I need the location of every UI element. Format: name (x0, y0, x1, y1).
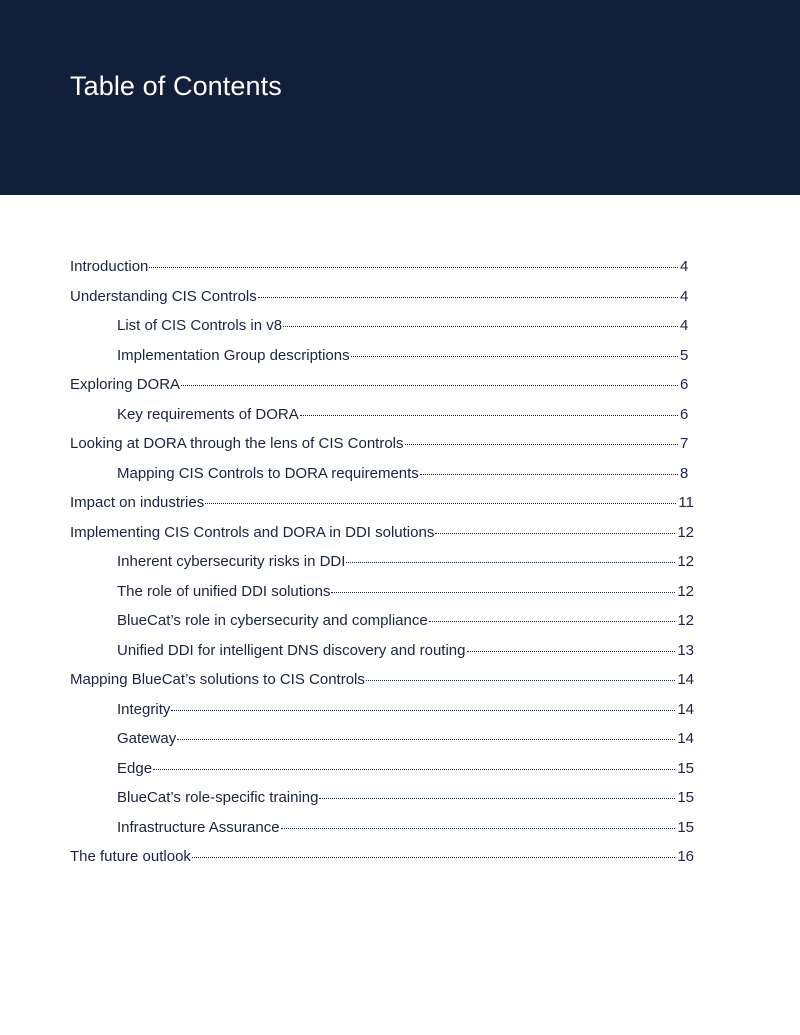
toc-entry-title: The future outlook (70, 848, 191, 865)
toc-entry-title: Introduction (70, 258, 149, 275)
toc-dot-leader (205, 503, 676, 504)
toc-dot-leader (258, 297, 678, 298)
header-band (0, 0, 800, 195)
toc-entry-page-number: 14 (677, 730, 694, 747)
toc-entry-page-number: 6 (680, 405, 689, 423)
toc-dot-leader (467, 651, 676, 652)
toc-entry-title: Understanding CIS Controls (70, 287, 257, 305)
toc-dot-leader (366, 680, 675, 681)
toc-entry-title: Implementation Group descriptions (117, 346, 350, 364)
toc-dot-leader (435, 533, 675, 534)
toc-entry-page-number: 12 (677, 553, 694, 570)
toc-entry-title: The role of unified DDI solutions (117, 582, 331, 600)
toc-entry-page-number: 7 (680, 435, 689, 452)
toc-dot-leader (181, 385, 678, 386)
toc-entry-title: Looking at DORA through the lens of CIS Controls (70, 435, 404, 452)
toc-entry-title: BlueCat’s role in cybersecurity and compliance (117, 612, 428, 629)
toc-entry[interactable] (70, 547, 694, 577)
toc-dot-leader (283, 326, 678, 327)
toc-entry[interactable] (70, 842, 694, 872)
toc-entry[interactable] (70, 400, 694, 430)
toc-entry-page-number: 15 (677, 759, 694, 777)
toc-entry[interactable] (70, 518, 694, 548)
toc-entry[interactable] (70, 695, 694, 725)
toc-dot-leader (319, 798, 675, 799)
toc-entry[interactable] (70, 282, 694, 312)
toc-entry[interactable] (70, 341, 694, 371)
toc-entry-page-number: 8 (680, 464, 689, 482)
toc-entry[interactable] (70, 429, 694, 459)
toc-entry-title: Key requirements of DORA (117, 405, 299, 423)
toc-entry-title: Edge (117, 759, 153, 777)
toc-entry-page-number: 12 (677, 582, 694, 600)
toc-dot-leader (149, 267, 678, 268)
toc-entry-page-number: 14 (677, 700, 694, 718)
toc-dot-leader (300, 415, 678, 416)
toc-entry-page-number: 16 (677, 848, 694, 865)
toc-dot-leader (346, 562, 675, 563)
toc-dot-leader (351, 356, 678, 357)
toc-entry-title: Integrity (117, 700, 171, 718)
toc-entry-page-number: 15 (677, 789, 694, 806)
toc-dot-leader (177, 739, 675, 740)
toc-entry-page-number: 4 (680, 317, 689, 334)
toc-dot-leader (192, 857, 675, 858)
toc-entry-page-number: 4 (680, 287, 689, 305)
toc-entry-page-number: 4 (680, 258, 689, 275)
toc-entry-page-number: 6 (680, 376, 689, 393)
toc-entry-page-number: 14 (677, 671, 694, 688)
toc-entry[interactable] (70, 606, 694, 636)
toc-entry[interactable] (70, 813, 694, 843)
toc-entry-title: Impact on industries (70, 494, 205, 511)
toc-entry[interactable] (70, 252, 694, 282)
toc-entry-title: Mapping CIS Controls to DORA requirements (117, 464, 419, 482)
table-of-contents (70, 252, 694, 872)
toc-dot-leader (171, 710, 675, 711)
toc-dot-leader (429, 621, 676, 622)
toc-dot-leader (405, 444, 678, 445)
toc-entry-title: Inherent cybersecurity risks in DDI (117, 553, 346, 570)
toc-entry[interactable] (70, 665, 694, 695)
toc-entry-title: Infrastructure Assurance (117, 818, 280, 836)
toc-entry-title: Unified DDI for intelligent DNS discovery and routing (117, 641, 466, 659)
toc-entry-page-number: 5 (680, 346, 689, 364)
toc-entry-title: Gateway (117, 730, 177, 747)
toc-entry-page-number: 11 (678, 494, 694, 511)
toc-entry[interactable] (70, 459, 694, 489)
toc-entry[interactable] (70, 488, 694, 518)
toc-dot-leader (420, 474, 678, 475)
toc-entry-page-number: 15 (677, 818, 694, 836)
toc-dot-leader (331, 592, 675, 593)
toc-dot-leader (281, 828, 676, 829)
toc-dot-leader (153, 769, 675, 770)
toc-entry-page-number: 12 (677, 612, 694, 629)
toc-entry[interactable] (70, 754, 694, 784)
toc-entry[interactable] (70, 311, 694, 341)
toc-entry[interactable] (70, 636, 694, 666)
toc-entry-title: Implementing CIS Controls and DORA in DDI solutions (70, 523, 435, 541)
page-title: Table of Contents (70, 71, 282, 101)
toc-entry[interactable] (70, 370, 694, 400)
toc-entry-title: Exploring DORA (70, 376, 181, 393)
toc-entry[interactable] (70, 577, 694, 607)
toc-entry-title: List of CIS Controls in v8 (117, 317, 283, 334)
toc-entry-page-number: 13 (677, 641, 694, 659)
toc-entry[interactable] (70, 724, 694, 754)
toc-entry-title: Mapping BlueCat’s solutions to CIS Controls (70, 671, 365, 688)
toc-entry-title: BlueCat’s role-specific training (117, 789, 319, 806)
toc-entry[interactable] (70, 783, 694, 813)
toc-entry-page-number: 12 (677, 523, 694, 541)
